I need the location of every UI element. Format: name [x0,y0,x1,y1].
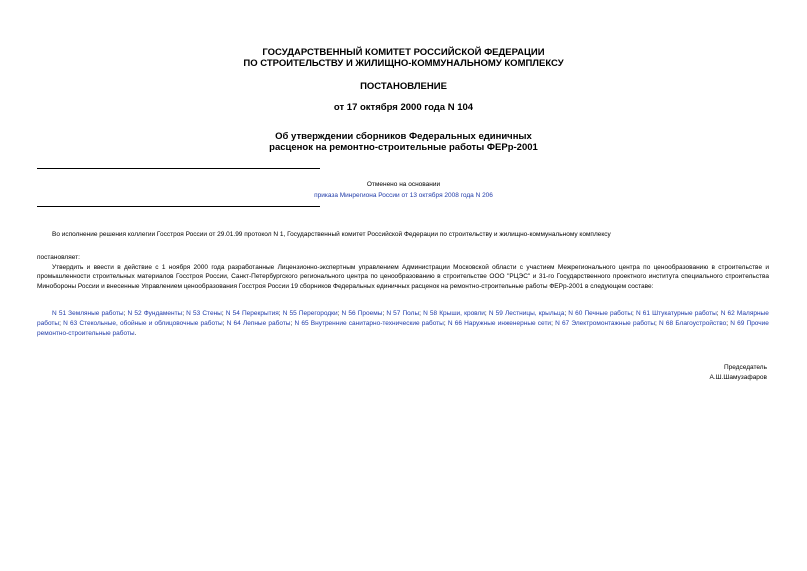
divider-bottom [37,206,320,207]
collection-separator: ; [564,310,569,317]
collection-link[interactable]: N 68 Благоустройство [659,320,727,328]
org-name-line-2: ПО СТРОИТЕЛЬСТВУ И ЖИЛИЩНО-КОММУНАЛЬНОМУ КОМПЛЕКСУ [243,58,564,69]
org-name-line-1: ГОСУДАРСТВЕННЫЙ КОМИТЕТ РОССИЙСКОЙ ФЕДЕРАЦИИ [262,47,545,58]
collection-link[interactable]: N 51 Земляные работы [52,310,124,317]
collection-link[interactable]: N 54 Перекрытия [225,310,279,317]
collection-separator: ; [443,320,448,328]
collection-link[interactable]: N 59 Лестницы, крыльца [488,310,565,317]
collection-separator: ; [222,320,227,328]
intro-paragraph: Во исполнение решения коллегии Госстроя России от 29.01.99 протокол N 1, Государственный комитет Российской Федерации по строительству и жилищно-коммунальному комплексу [52,231,611,238]
resolve-word: постановляет: [37,254,80,261]
collection-separator: ; [716,310,721,317]
collection-separator: ; [337,310,342,317]
collection-link[interactable]: N 62 Малярные работы [37,310,769,328]
collection-link[interactable]: N 58 Крыши, кровли [423,310,485,317]
document-subject-line-1: Об утверждении сборников Федеральных единичных [275,131,532,142]
collection-link[interactable]: N 66 Наружные инженерные сети [447,320,552,328]
collection-link[interactable]: N 67 Электромонтажные работы [555,320,656,328]
signatory-title: Председатель [723,364,767,371]
collection-separator: ; [290,320,295,328]
cancellation-link[interactable]: приказа Минрегиона России от 13 октября 2008 года N 206 [314,192,493,199]
collection-separator: ; [382,310,387,317]
collection-separator: ; [59,320,64,328]
document-type: ПОСТАНОВЛЕНИЕ [360,81,447,92]
collection-link[interactable]: N 61 Штукатурные работы [635,310,717,317]
collection-link[interactable]: N 52 Фундаменты [127,310,183,317]
collection-separator: ; [484,310,489,317]
collection-separator: ; [221,310,226,317]
document-date: от 17 октября 2000 года N 104 [333,102,474,113]
collection-separator: ; [726,320,731,328]
collection-link[interactable]: N 63 Стекольные, обойные и облицовочные работы [63,320,223,328]
collection-separator: . [134,330,137,338]
collection-separator: ; [632,310,636,317]
collection-separator: ; [182,310,187,317]
divider-top [37,168,320,169]
collection-link[interactable]: N 64 Лепные работы [226,320,291,328]
collection-link[interactable]: N 65 Внутренние санитарно-технические работы [294,320,444,328]
collection-separator: ; [278,310,283,317]
document-subject-line-2: расценок на ремонтно-строительные работы ФЕРр-2001 [269,142,538,153]
cancellation-note: Отменено на основании [366,181,441,188]
signatory-name: А.Ш.Шамузафаров [709,374,767,381]
collection-separator: ; [655,320,660,328]
collection-link[interactable]: N 69 Прочие ремонтно-строительные работы [37,320,769,338]
collection-link[interactable]: N 55 Перегородки [282,310,338,317]
collection-separator: ; [551,320,556,328]
collections-list [37,309,769,340]
main-paragraph: Утвердить и ввести в действие с 1 ноября 2000 года разработанные Лицензионно-экспертным управлением Администрации Московской области с участием Межрегионального центра по ценообразованию в строительстве и промышленности строительных материалов Госстроя России, Санкт-Петербургского регионального центра по ценообразованию в строительстве ООО "РЦЭС" и 31-го Государственного проектного института специального строительства Минобороны России и внесенные Управлением ценообразования Госстроя России 19 сборников Федеральных единичных расценок на ремонтно-строительные работы ФЕРр-2001 в следующем составе: [37,264,769,290]
collection-link[interactable]: N 60 Печные работы [568,310,633,317]
collection-link[interactable]: N 53 Стены [186,310,222,317]
collection-separator: ; [123,310,128,317]
collection-link[interactable]: N 57 Полы [386,310,420,317]
collection-separator: ; [419,310,424,317]
collection-link[interactable]: N 56 Проемы [341,310,383,317]
